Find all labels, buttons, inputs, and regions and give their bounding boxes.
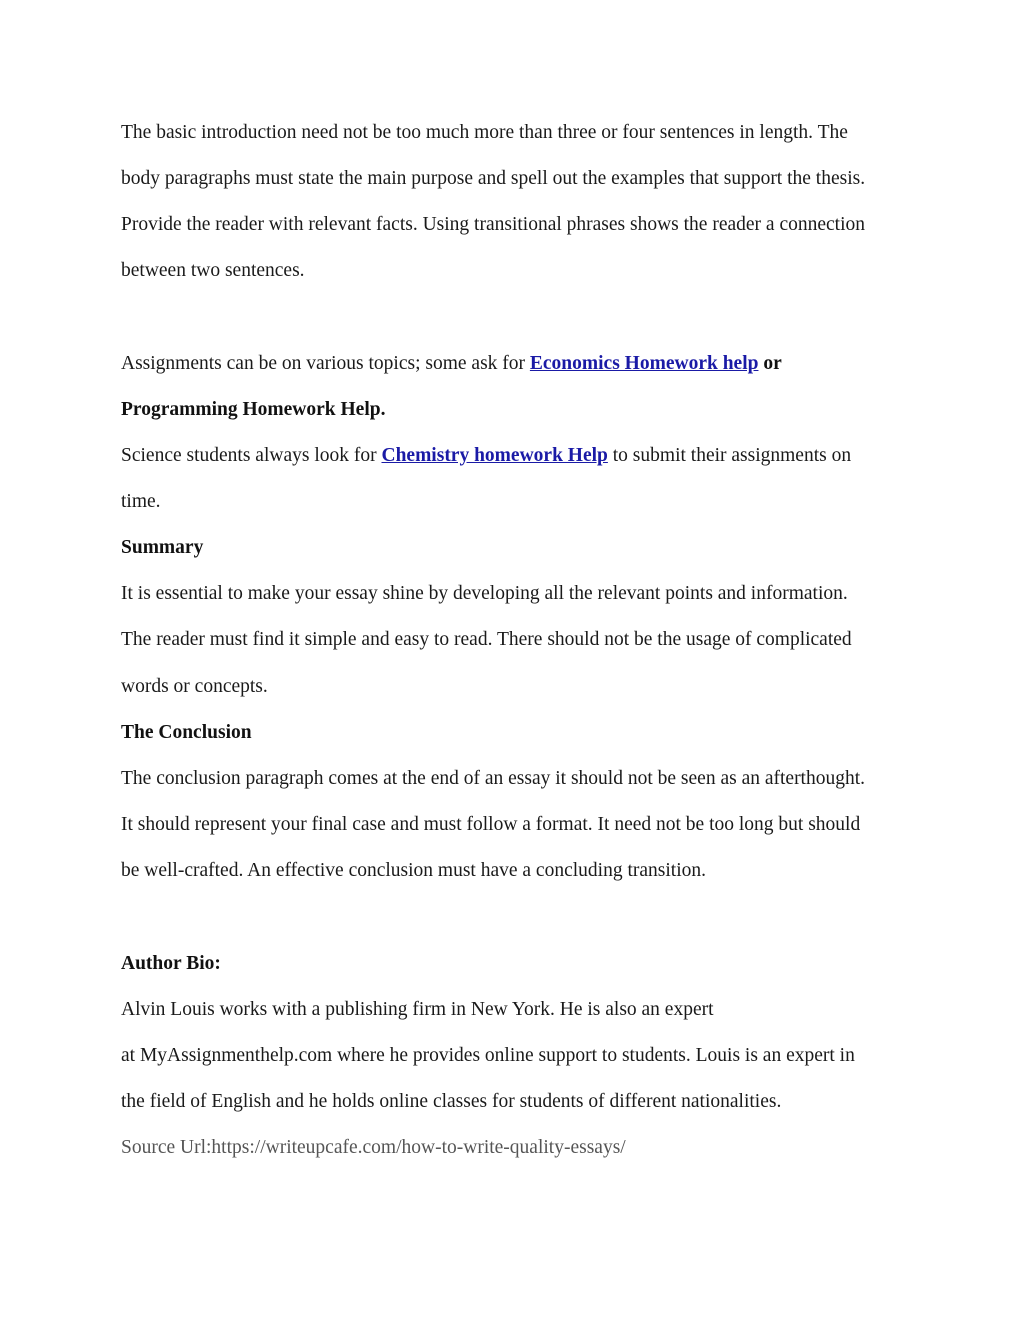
intro-line-2: body paragraphs must state the main purpose and spell out the examples that support the thesis. bbox=[121, 168, 866, 189]
assignments-or: or bbox=[758, 353, 782, 374]
source-url: Source Url:https://writeupcafe.com/how-to-write-quality-essays/ bbox=[121, 1137, 626, 1158]
summary-heading: Summary bbox=[121, 537, 204, 558]
economics-homework-help-link[interactable]: Economics Homework help bbox=[529, 353, 759, 374]
conclusion-line-2: It should represent your final case and must follow a format. It need not be too long but should bbox=[121, 814, 861, 835]
intro-line-3: Provide the reader with relevant facts. Using transitional phrases shows the reader a connection bbox=[121, 214, 865, 235]
intro-line-1: The basic introduction need not be too much more than three or four sentences in length. The bbox=[121, 122, 848, 143]
programming-homework-help-text: Programming Homework Help. bbox=[121, 399, 386, 420]
author-bio-line-2: at MyAssignmenthelp.com where he provides online support to students. Louis is an expert in bbox=[121, 1045, 855, 1066]
science-prefix: Science students always look for bbox=[121, 445, 382, 466]
author-bio-line-1: Alvin Louis works with a publishing firm in New York. He is also an expert bbox=[121, 999, 714, 1020]
conclusion-line-3: be well-crafted. An effective conclusion must have a concluding transition. bbox=[121, 860, 706, 881]
assignments-prefix: Assignments can be on various topics; some ask for bbox=[121, 353, 530, 374]
assignments-line-1 bbox=[121, 352, 782, 376]
intro-line-4: between two sentences. bbox=[121, 260, 305, 281]
chemistry-homework-help-link[interactable]: Chemistry homework Help bbox=[381, 445, 608, 466]
science-line-1 bbox=[121, 444, 851, 468]
author-bio-heading: Author Bio: bbox=[121, 953, 221, 974]
summary-line-1: It is essential to make your essay shine by developing all the relevant points and information. bbox=[121, 583, 848, 604]
science-line-2: time. bbox=[121, 491, 161, 512]
science-suffix: to submit their assignments on bbox=[607, 445, 852, 466]
author-bio-line-3: the field of English and he holds online classes for students of different nationalities. bbox=[121, 1091, 782, 1112]
summary-line-3: words or concepts. bbox=[121, 676, 268, 697]
conclusion-heading: The Conclusion bbox=[121, 722, 252, 743]
conclusion-line-1: The conclusion paragraph comes at the end of an essay it should not be seen as an afterthought. bbox=[121, 768, 866, 789]
summary-line-2: The reader must find it simple and easy to read. There should not be the usage of complicated bbox=[121, 629, 852, 650]
